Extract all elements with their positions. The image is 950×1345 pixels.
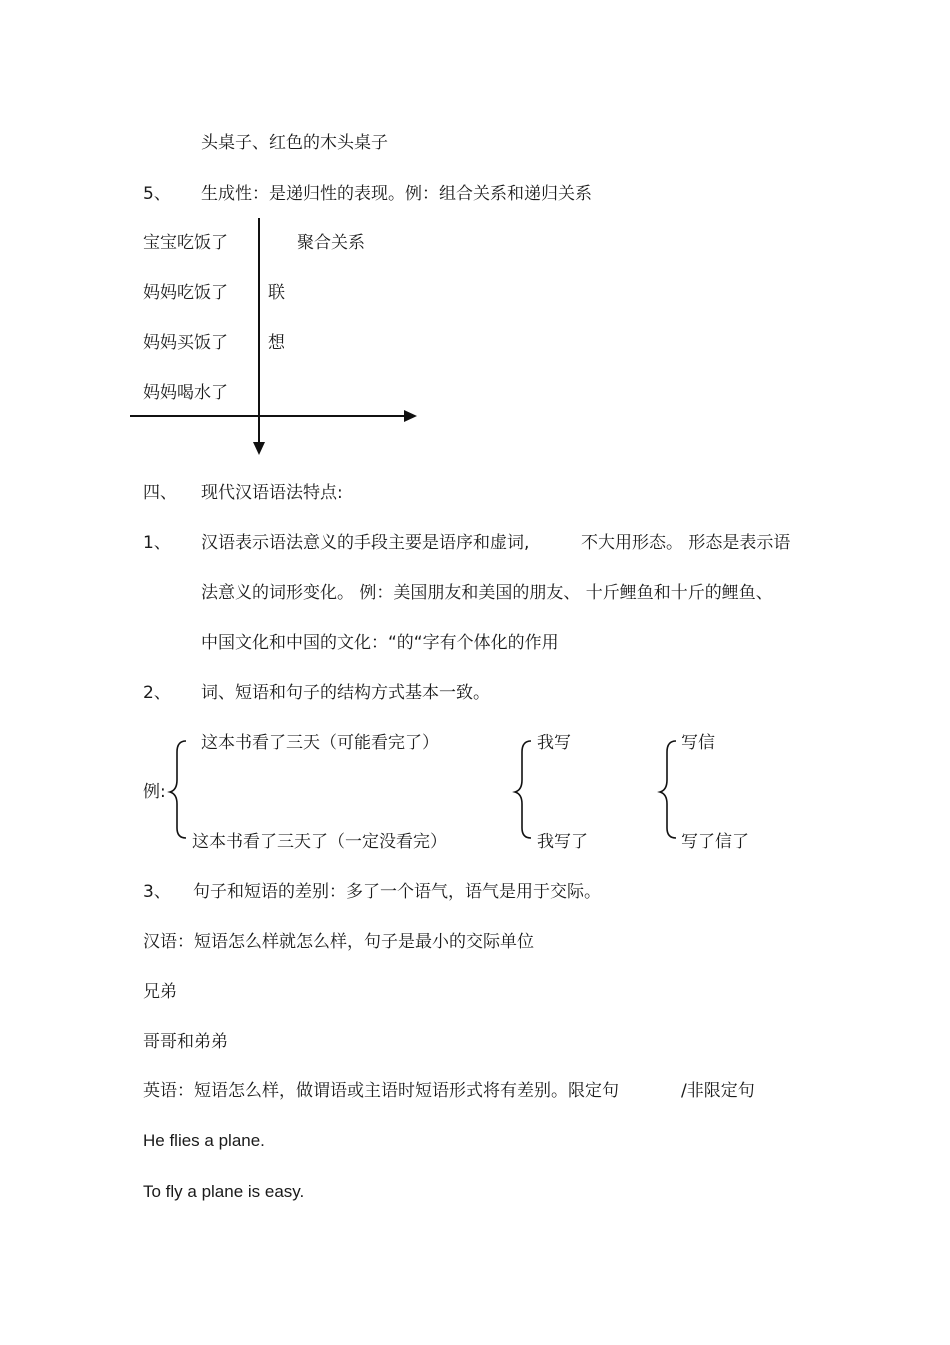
section4-number: 四、 [143, 483, 177, 503]
left-brace-2 [515, 741, 531, 838]
english-note-tail: /非限定句 [681, 1081, 755, 1101]
item1-line1a: 汉语表示语法意义的手段主要是语序和虚词, [201, 533, 530, 553]
item5-number: 5、 [143, 184, 171, 204]
english-example: He flies a plane. [143, 1131, 265, 1150]
diagram-row: 妈妈吃饭了 [143, 283, 228, 303]
diagram-row: 妈妈买饭了 [143, 333, 228, 353]
axis-vertical-char: 想 [268, 333, 285, 353]
intro-line: 头桌子、红色的木头桌子 [201, 133, 388, 153]
example-label: 例: [143, 782, 166, 802]
item1-number: 1、 [143, 533, 171, 553]
example-word: 哥哥和弟弟 [143, 1032, 228, 1052]
down-arrowhead [253, 442, 265, 455]
diagram-row: 妈妈喝水了 [143, 383, 228, 403]
example-group1-bottom: 这本书看了三天了（一定没看完） [192, 832, 447, 852]
item3-number: 3、 [143, 882, 171, 902]
section4-title: 现代汉语语法特点: [201, 483, 343, 503]
english-example: To fly a plane is easy. [143, 1182, 305, 1201]
item1-line2: 法意义的词形变化。 例：美国朋友和美国的朋友、 十斤鲤鱼和十斤的鲤鱼、 [201, 583, 773, 603]
english-note: 英语：短语怎么样，做谓语或主语时短语形式将有差别。限定句 [143, 1081, 619, 1101]
chinese-note: 汉语：短语怎么样就怎么样，句子是最小的交际单位 [143, 932, 534, 952]
item1-line3: 中国文化和中国的文化：“的“字有个体化的作用 [201, 633, 559, 653]
item2-number: 2、 [143, 683, 171, 703]
example-word: 兄弟 [143, 982, 177, 1002]
diagram-row: 宝宝吃饭了 [143, 233, 228, 253]
left-brace-3 [660, 741, 676, 838]
item5-text: 生成性：是递归性的表现。例：组合关系和递归关系 [201, 184, 592, 204]
example-group1-top: 这本书看了三天（可能看完了） [201, 733, 439, 753]
axis-vertical-char: 联 [268, 283, 285, 303]
example-group2-bottom: 我写了 [537, 832, 588, 852]
right-arrowhead [404, 410, 417, 422]
example-group3-bottom: 写了信了 [681, 832, 749, 852]
left-brace-1 [170, 741, 186, 838]
axis-label-paradigmatic: 聚合关系 [297, 233, 365, 253]
item1-line1b: 不大用形态。 形态是表示语 [581, 533, 791, 553]
example-group3-top: 写信 [681, 733, 715, 753]
item3-text: 句子和短语的差别：多了一个语气，语气是用于交际。 [193, 882, 601, 902]
item2-text: 词、短语和句子的结构方式基本一致。 [201, 683, 490, 703]
example-group2-top: 我写 [537, 733, 571, 753]
